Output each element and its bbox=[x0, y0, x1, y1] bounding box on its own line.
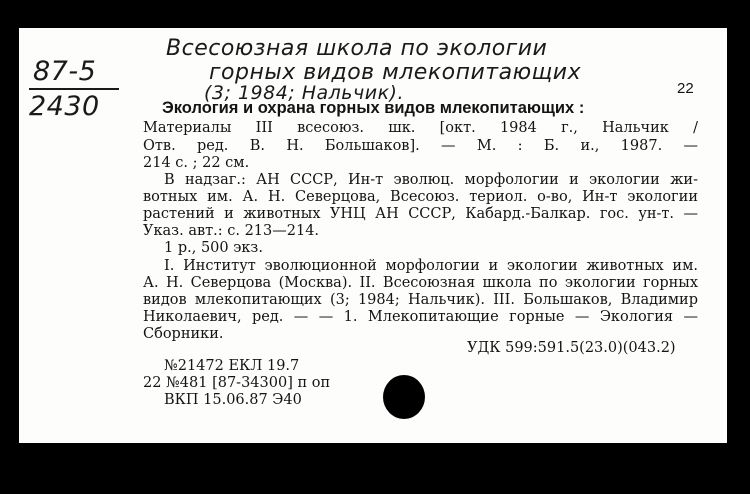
handwritten-note-line-2: горных видов млекопитающих bbox=[209, 60, 582, 85]
tracing-line-3: видов млекопитающих (3; 1984; Нальчик). III. Большаков, Владимир bbox=[143, 292, 698, 308]
tracing-line-1: I. Институт эволюционной морфологии и экологии животных им. bbox=[164, 258, 698, 274]
book-title: Экология и охрана горных видов млекопитающих : bbox=[162, 99, 585, 117]
shelf-mark-divider bbox=[29, 88, 119, 90]
imprint-line-2: Отв. ред. В. Н. Большаков]. — М. : Б. и., 1987. — bbox=[143, 138, 698, 154]
udc-code: УДК 599:591.5(23.0)(043.2) bbox=[467, 340, 676, 356]
price-line: 1 р., 500 экз. bbox=[164, 240, 263, 256]
handwritten-note-line-3: (3; 1984; Нальчик). bbox=[204, 82, 405, 104]
shelf-mark-bottom: 2430 bbox=[29, 91, 100, 122]
note-line-1: В надзаг.: АН СССР, Ин-т эволюц. морфологии и экологии жи- bbox=[164, 172, 698, 188]
footer-line-3: ВКП 15.06.87 Э40 bbox=[164, 392, 302, 408]
footer-line-1: №21472 ЕКЛ 19.7 bbox=[164, 358, 300, 374]
tracing-line-4: Николаевич, ред. — — 1. Млекопитающие горные — Экология — bbox=[143, 309, 698, 325]
handwritten-note-line-1: Всесоюзная школа по экологии bbox=[166, 36, 548, 61]
tracing-line-2: А. Н. Северцова (Москва). II. Всесоюзная школа по экологии горных bbox=[143, 275, 698, 291]
imprint-line-1: Материалы III всесоюз. шк. [окт. 1984 г., Нальчик / bbox=[143, 120, 698, 136]
footer-line-2: 22 №481 [87-34300] п оп bbox=[143, 375, 331, 391]
note-line-4: Указ. авт.: с. 213—214. bbox=[143, 223, 320, 239]
ink-blot bbox=[383, 375, 425, 419]
note-line-3: растений и животных УНЦ АН СССР, Кабард.-Балкар. гос. ун-т. — bbox=[143, 206, 698, 222]
note-line-2: вотных им. А. Н. Северцова, Всесоюз. териол. о-во, Ин-т экологии bbox=[143, 189, 698, 205]
page-number: 22 bbox=[677, 80, 694, 97]
imprint-line-3: 214 с. ; 22 см. bbox=[143, 155, 250, 171]
tracing-line-5: Сборники. bbox=[143, 326, 224, 342]
shelf-mark-top: 87-5 bbox=[33, 56, 97, 87]
catalog-card bbox=[19, 28, 727, 443]
